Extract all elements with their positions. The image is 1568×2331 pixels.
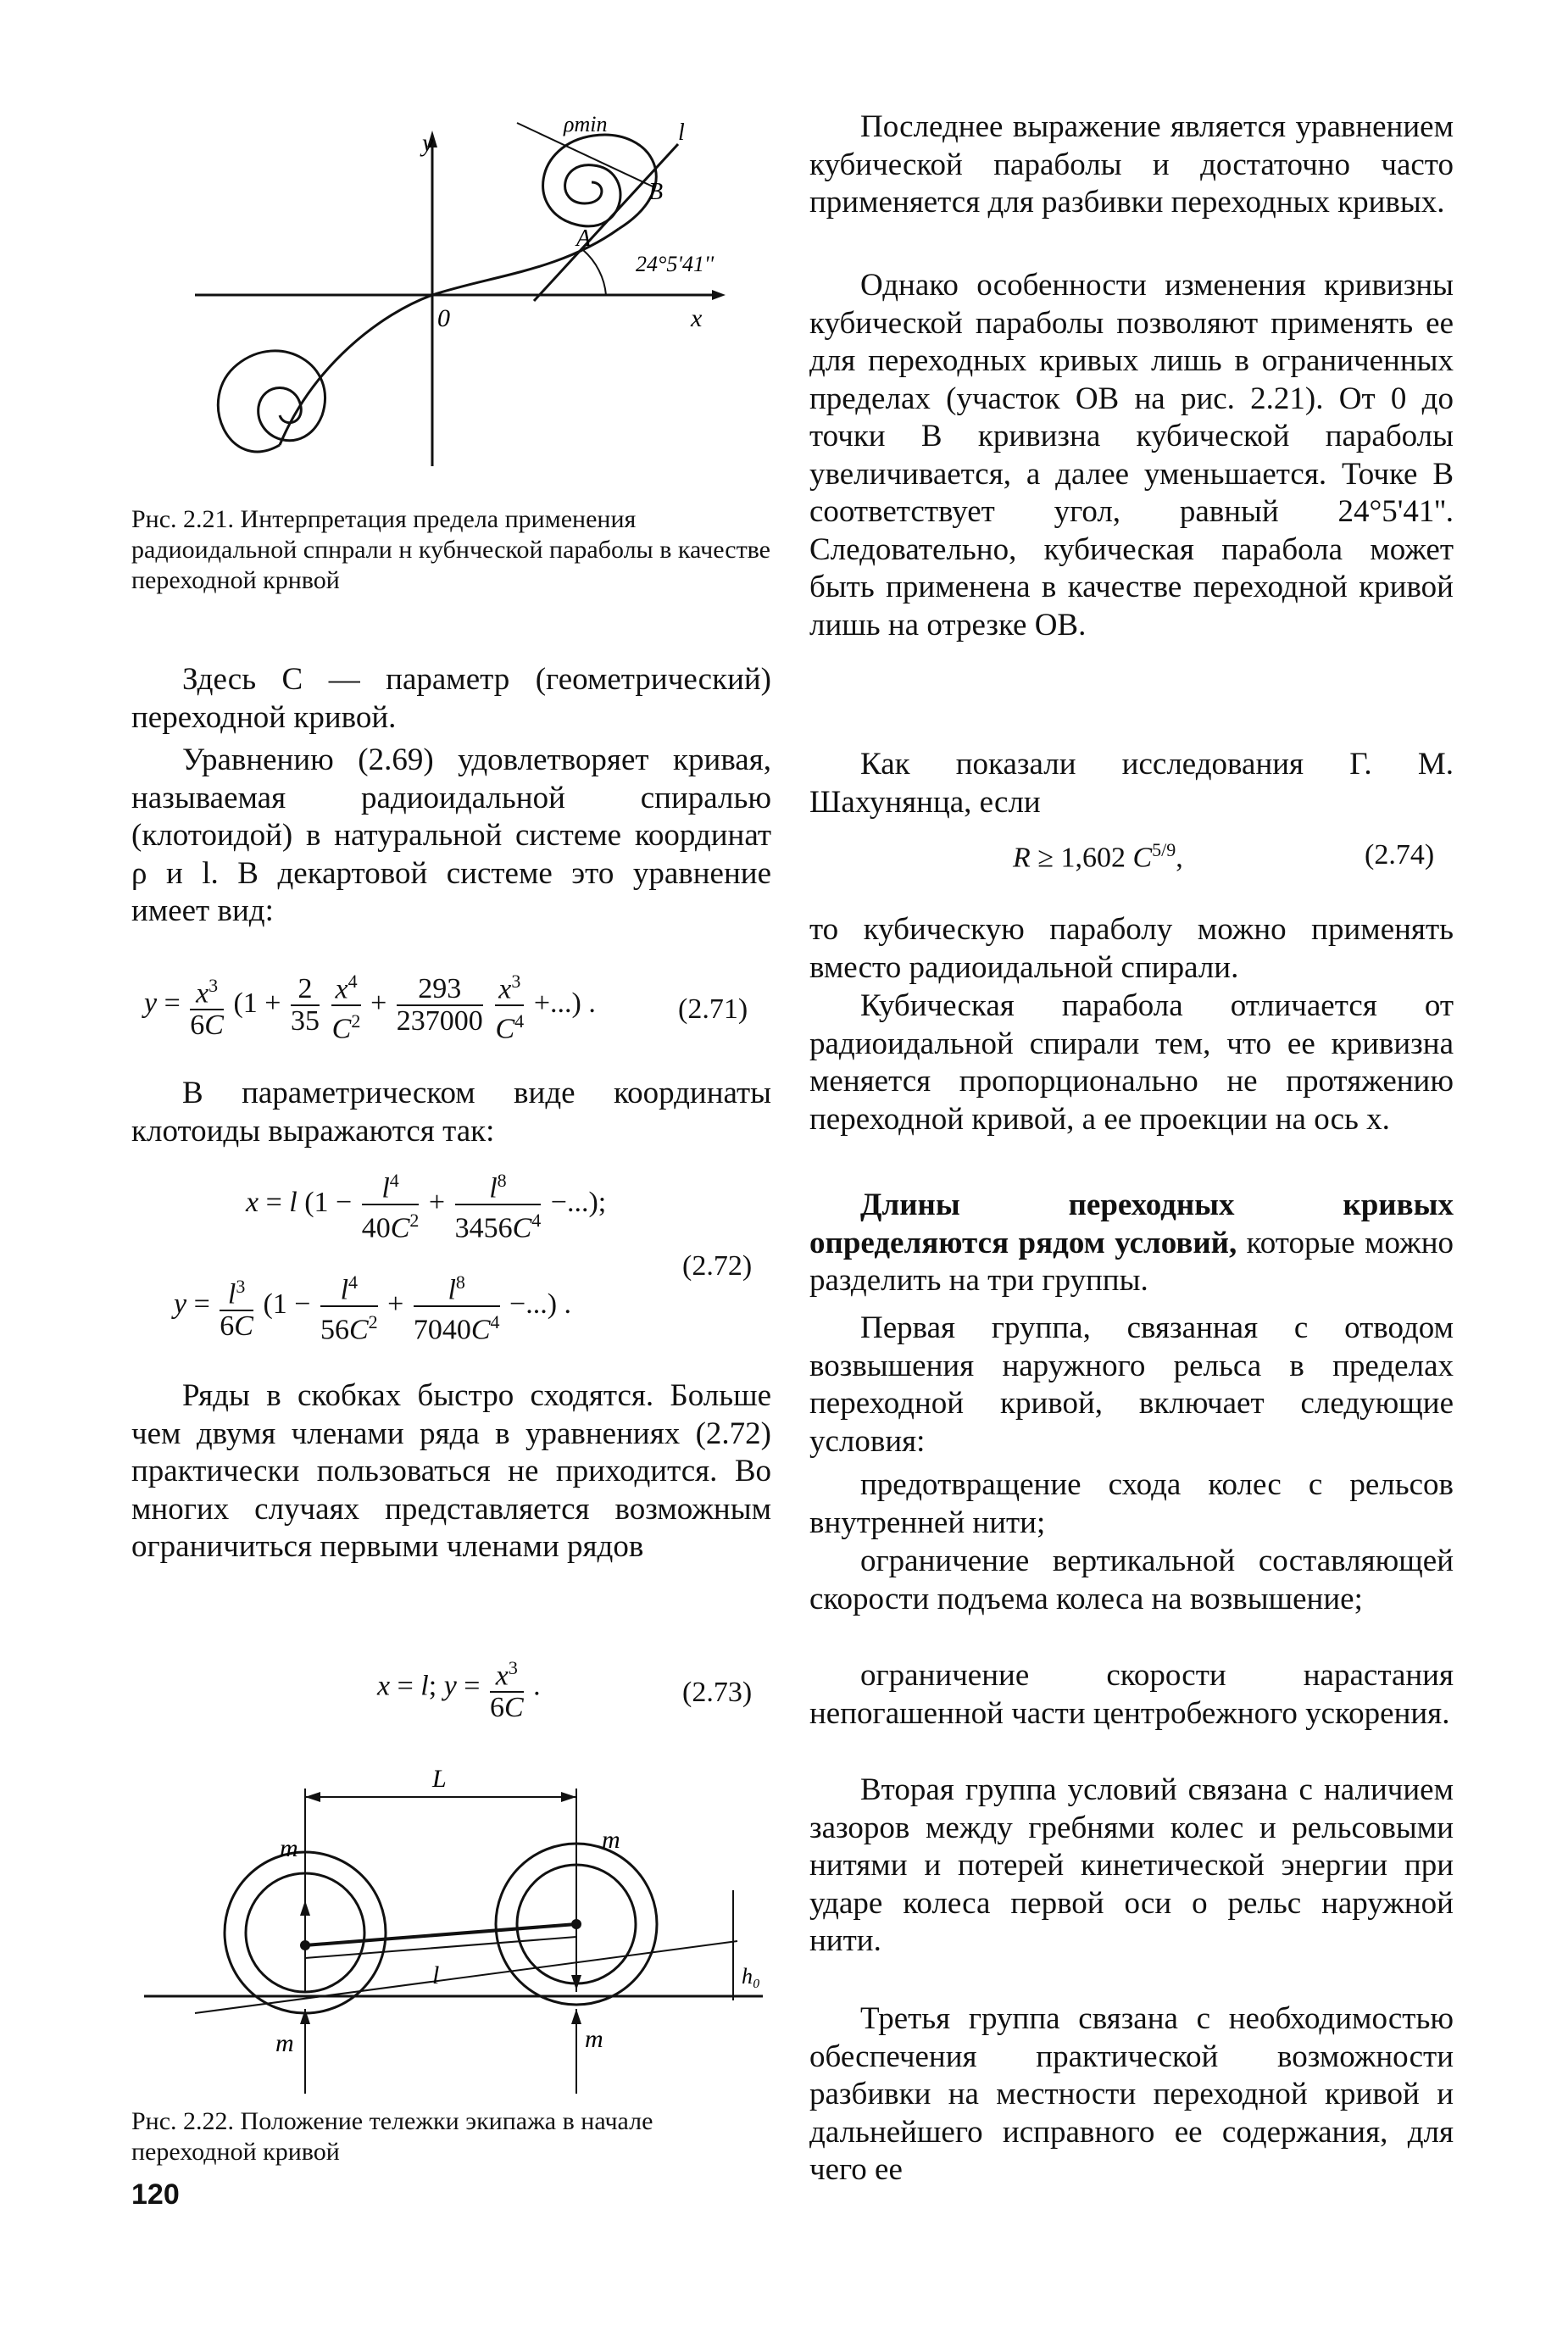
line-l-label: l [678, 120, 685, 146]
equation-2-73-number: (2.73) [682, 1677, 753, 1708]
left-paragraph-2: Уравнению (2.69) удовлетворяет кривая, называемая радиоидальной спиралью (клотоидой) в натуральной системе координат ρ и l. В декартовой системе это уравнение имеет вид: [131, 743, 771, 928]
point-B-label: B [648, 179, 664, 205]
figure-2-21-caption: Рнс. 2.21. Интерпретация предела применения радиоидальной спнрали н кубнческой параболы в качестве переходной крнвой [131, 505, 770, 594]
right-paragraph-7: Первая группа, связанная с отводом возвышения наружного рельса в пределах переходной кривой, включает следующие условия: [809, 1310, 1454, 1459]
right-paragraph-1: Последнее выражение является уравнением кубической параболы и достаточно часто применяется для разбивки переходных кривых. [809, 109, 1454, 220]
m-label-2: m [602, 1826, 620, 1854]
equation-2-71-number: (2.71) [678, 993, 748, 1025]
equation-2-73: x = l; y = $\frac{x^3}{6C}$ . [377, 1653, 541, 1723]
equation-2-72-y: y = $\frac{l^3}{6C}$ (1 − $\frac{l^4}{56C^2}$ + $\frac{l^8}{7040C^4}$ −...) . [174, 1267, 571, 1346]
page-number: 120 [131, 2178, 180, 2211]
rho-min-label: ρmin [564, 112, 608, 136]
right-paragraph-9: ограничение вертикальной составляющей скорости подъема колеса на возвышение; [809, 1544, 1454, 1616]
equation-2-74: R ≥ 1,602 $C^{5/9}$, [1013, 839, 1183, 874]
right-paragraph-4: то кубическую параболу можно применять вместо радиоидальной спирали. [809, 912, 1454, 985]
right-paragraph-3: Как показали исследования Г. М. Шахунянца, если [809, 747, 1454, 820]
right-paragraph-11: Вторая группа условий связана с наличием зазоров между гребнями колес и рельсовыми нитями и потерей кинетической энергии при ударе колеса первой оси о рельс наружной нити. [809, 1772, 1454, 1958]
right-paragraph-5: Кубическая парабола отличается от радиоидальной спирали тем, что ее кривизна меняется пропорционально не протяжению переходной кривой, а ее проекции на ось x. [809, 988, 1454, 1137]
l-label: l [432, 1961, 440, 1989]
right-paragraph-12: Третья группа связана с необходимостью обеспечения практической возможности разбивки на местности переходной кривой и дальнейшего исправного ее содержания, для чего ее [809, 2001, 1454, 2187]
equation-2-74-number: (2.74) [1365, 839, 1435, 871]
bold-lead: Длины переходных кривых определяются рядом условий, [809, 1188, 1454, 1260]
figure-2-22 [144, 1755, 771, 2102]
m-label-1: m [280, 1834, 298, 1862]
equation-2-72-number: (2.72) [682, 1250, 753, 1282]
right-paragraph-6 [809, 1187, 1454, 1300]
right-paragraph-2: Однако особенности изменения кривизны кубической параболы позволяют применять ее для переходных кривых лишь в ограниченных пределах (участок OB на рис. 2.21). От 0 до точки B кривизна кубической параболы увеличивается, а далее уменьшается. Точке B соответствует угол, равный 24°5'41''. Следовательно, кубическая парабола может быть применена в качестве переходной кривой лишь на отрезке OB. [809, 268, 1454, 643]
p6-rest: которые можно разделить на три группы. [809, 1225, 1454, 1298]
left-paragraph-3: В параметрическом виде координаты клотоиды выражаются так: [131, 1076, 771, 1149]
right-paragraph-10: ограничение скорости нарастания непогашенной части центробежного ускорения. [809, 1658, 1454, 1731]
axis-y-label: y [422, 129, 434, 157]
figure-2-21 [178, 110, 729, 500]
dimension-L-label: L [432, 1765, 447, 1793]
origin-label: 0 [437, 304, 450, 332]
figure-2-22-caption: Рнс. 2.22. Положение тележки экипажа в начале переходной кривой [131, 2107, 653, 2166]
h0-label: h₀ [742, 1964, 761, 1989]
equation-2-72-x: x = l (1 − $\frac{l^4}{40C^2}$ + $\frac{l^8}{3456C^4}$ −...); [246, 1166, 606, 1244]
left-paragraph-4: Ряды в скобках быстро сходятся. Больше чем двумя членами ряда в уравнениях (2.72) практически пользоваться не приходится. Во многих случаях представляется возможным ограничиться первыми членами рядов [131, 1378, 771, 1564]
m-label-3: m [275, 2029, 294, 2057]
axis-x-label: x [691, 304, 703, 332]
m-label-4: m [585, 2025, 603, 2053]
right-paragraph-8: предотвращение схода колес с рельсов внутренней нити; [809, 1467, 1454, 1540]
point-A-label: A [576, 225, 592, 252]
left-paragraph-1: Здесь C — параметр (геометрический) переходной кривой. [131, 662, 771, 735]
equation-2-71: y = $\frac{x^3}{6C}$ (1 + $\frac{2}{35}$ $\frac{x^4}{C^2}$ + $\frac{293}{237000}$ $\frac{x^3}{C^4}$ +...) . [144, 966, 596, 1045]
angle-label: 24°5'41'' [636, 252, 714, 276]
